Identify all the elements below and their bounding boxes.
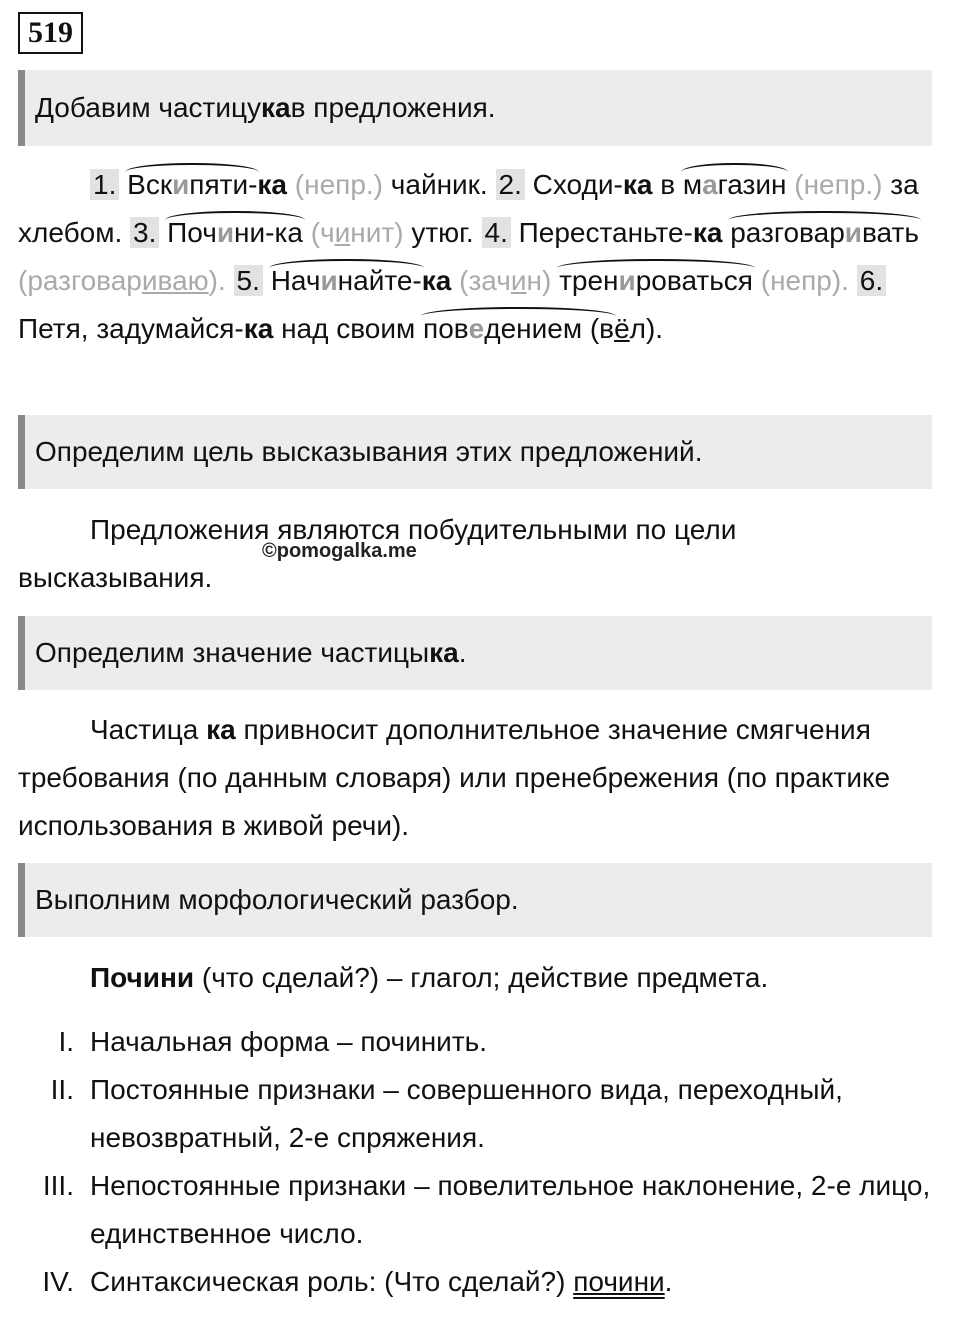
roman-numeral: III. [42, 1170, 74, 1201]
list-item [18, 1258, 938, 1306]
sentence-number: 3. [130, 217, 159, 248]
root-arc: Начинайте- [270, 265, 422, 296]
note: (разговариваю). [18, 265, 226, 296]
morph-intro: Почини (что сделай?) – глагол; действие предмета. [90, 962, 769, 993]
meaning-paragraph: Частица ка привносит дополнительное значение смягчения требования (по данным словаря) или пренебрежения (по практике использования в живой речи). [18, 714, 891, 841]
root-arc: тренироваться [559, 265, 753, 296]
list-item [18, 1162, 938, 1258]
roman-numeral: I. [58, 1026, 74, 1057]
morph-word: Почини [90, 962, 195, 993]
section-heading-add-particle [18, 70, 932, 146]
heading-text: в предложения. [290, 92, 496, 123]
sentence-number: 1. [90, 169, 119, 200]
list-item-text: Начальная форма – починить. [90, 1026, 488, 1057]
root-arc: поведением (в [423, 313, 615, 344]
root-arc: разговаривать [730, 217, 919, 248]
roman-numeral: IV. [42, 1266, 74, 1297]
heading-text: Добавим частицу [35, 92, 262, 123]
sentence-number: 5. [234, 265, 263, 296]
sentence-number: 4. [482, 217, 511, 248]
list-item [18, 1066, 938, 1162]
list-item [18, 1018, 938, 1066]
section-heading-meaning: Определим значение частицы ка . [18, 616, 932, 690]
purpose-answer: Предложения являются побудительными по цели высказывания. [18, 514, 737, 593]
sentence-number: 2. [496, 169, 525, 200]
section-heading-purpose [18, 415, 932, 489]
heading-text: Выполним морфологический разбор. [35, 884, 519, 915]
note: (непр.) [294, 169, 383, 200]
section-heading-morph [18, 863, 932, 937]
heading-text: Определим цель высказывания этих предложений. [35, 436, 703, 467]
sentence-number: 6. [857, 265, 886, 296]
particle-ka: ка [622, 169, 653, 200]
particle-ka: ка [421, 265, 452, 296]
roman-numeral: II. [50, 1074, 74, 1105]
predicate-word: почини [573, 1266, 665, 1297]
particle-ka: ка [261, 92, 291, 123]
task-number: 519 [18, 12, 83, 54]
root-arc: магазин [682, 169, 787, 200]
particle-ka: ка [429, 637, 459, 668]
particle-ka: ка [692, 217, 723, 248]
root-arc: Почини-ка [167, 217, 303, 248]
note: (непр.) [794, 169, 883, 200]
list-item-text: Непостоянные признаки – повелительное наклонение, 2-е лицо, единственное число. [90, 1170, 931, 1249]
particle-ka: ка [206, 714, 236, 745]
list-item-text: Постоянные признаки – совершенного вида, переходный, невозвратный, 2-е спряжения. [90, 1074, 843, 1153]
particle-ka: ка [257, 169, 288, 200]
note: (зачин) [459, 265, 552, 296]
root-arc: Вскипяти- [127, 169, 258, 200]
list-item-text: Синтаксическая роль: (Что сделай?) почини. [90, 1266, 673, 1297]
particle-ka: ка [243, 313, 274, 344]
note: (чинит) [310, 217, 404, 248]
note: (непр). [760, 265, 849, 296]
sentences-paragraph: 1. Вскипяти-ка (непр.) чайник. 2. Сходи-ка в магазин (непр.) за хлебом. 3. Почини-ка (чинит) утюг. 4. Перестаньте-ка разговаривать (разговариваю). 5. Начинайте-ка (зачин) тренироваться (непр). 6. Петя, задумайся-ка над своим поведением (вёл). [18, 169, 919, 344]
heading-text: Определим значение частицы [35, 637, 430, 668]
watermark: ©pomogalka.me [262, 540, 417, 562]
